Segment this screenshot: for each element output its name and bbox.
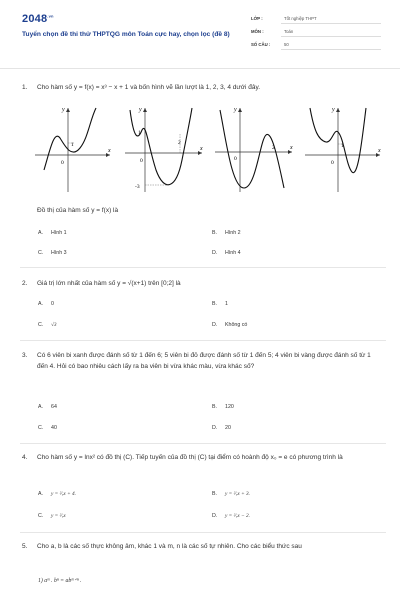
option-text: 40 [51, 425, 57, 431]
meta-key: LỚP : [251, 16, 263, 21]
q1-option-c[interactable]: C. Hình 3 [38, 250, 67, 256]
graph-3 [215, 107, 293, 192]
option-text: 20 [225, 425, 231, 431]
option-text: y = ²⁄ₑx − 2. [225, 513, 250, 519]
tick-label: 0 [61, 160, 64, 166]
axis-label: x [378, 148, 381, 154]
question-divider [20, 267, 386, 268]
question-number: 3. [22, 352, 28, 359]
tick-label: -3 [135, 184, 140, 190]
q1-graphs [30, 100, 380, 195]
option-text: Hình 2 [225, 230, 241, 236]
question-text: Cho a, b là các số thực không âm, khác 1 và m, n là các số tự nhiên. Cho các biểu thức sau [37, 543, 302, 550]
option-text: Hình 1 [51, 230, 67, 236]
question-divider [20, 340, 386, 341]
meta-key: SỐ CÂU : [251, 42, 271, 47]
question-number: 5. [22, 543, 28, 550]
meta-value: 50 [284, 42, 289, 47]
meta-subject [251, 27, 381, 37]
q1-option-d[interactable]: D. Hình 4 [212, 250, 241, 256]
option-text: √3 [51, 322, 57, 328]
q3-option-a[interactable]: A. 64 [38, 404, 57, 410]
meta-class [251, 14, 381, 24]
axis-label: x [200, 146, 203, 152]
question-number: 2. [22, 280, 28, 287]
option-text: Không có [225, 322, 248, 328]
option-text: y = ²⁄ₑx + 3. [225, 491, 250, 497]
option-text: 120 [225, 404, 234, 410]
option-text: Hình 3 [51, 250, 67, 256]
tick-label: 1 [341, 143, 344, 149]
q1-option-a[interactable]: A. Hình 1 [38, 230, 67, 236]
meta-underline [281, 49, 381, 50]
question-number: 1. [22, 84, 28, 91]
statement-text: 1) aᵐ . bⁿ = abᵐ⁺ⁿ . [38, 578, 82, 584]
meta-underline [281, 23, 381, 24]
graph-2 [125, 107, 203, 192]
option-text: Hình 4 [225, 250, 241, 256]
option-text: 64 [51, 404, 57, 410]
tick-label: 1 [71, 142, 74, 148]
axis-label: x [290, 145, 293, 151]
q5-statement-1 [38, 577, 81, 585]
meta-value: Toán [284, 29, 294, 34]
tick-label: 1 [138, 130, 141, 136]
q2-option-c[interactable]: C. √3 [38, 322, 57, 328]
axis-label: y [139, 107, 142, 113]
graph-4 [305, 107, 381, 192]
q1-option-b[interactable]: B. Hình 2 [212, 230, 241, 236]
meta-underline [281, 36, 381, 37]
question-divider [20, 443, 386, 444]
tick-label: 0 [234, 156, 237, 162]
question-number: 4. [22, 454, 28, 461]
q3-option-d[interactable]: D. 20 [212, 425, 231, 431]
q4-option-c[interactable]: C. y = ²⁄ₑx [38, 513, 66, 519]
logo-suffix: .vn [47, 13, 54, 19]
document-title: Tuyển chọn đề thi thử THPTQG môn Toán cực hay, chọn lọc (đề 8) [22, 31, 230, 38]
tick-label: 0 [331, 160, 334, 166]
question-divider [20, 532, 386, 533]
axis-label: y [234, 107, 237, 113]
q2-option-b[interactable]: B. 1 [212, 301, 228, 307]
axis-label: y [62, 107, 65, 113]
meta-question-count [251, 40, 381, 50]
logo-text: 2048 [22, 13, 48, 25]
axis-label: x [108, 148, 111, 154]
q4-option-a[interactable]: A. y = ²⁄ₑx + 4. [38, 491, 76, 497]
question-text: Cho hàm số y = lnx² có đồ thị (C). Tiếp tuyến của đồ thị (C) tại điểm có hoành độ x₀ = e có phương trình là [37, 454, 343, 461]
meta-key: MÔN : [251, 29, 264, 34]
option-text: 1 [225, 301, 228, 307]
q3-option-c[interactable]: C. 40 [38, 425, 57, 431]
q4-option-b[interactable]: B. y = ²⁄ₑx + 3. [212, 491, 250, 497]
site-logo[interactable] [22, 13, 54, 25]
q3-option-b[interactable]: B. 120 [212, 404, 234, 410]
q2-option-a[interactable]: A. 0 [38, 301, 54, 307]
graph-1 [35, 107, 111, 192]
q4-option-d[interactable]: D. y = ²⁄ₑx − 2. [212, 513, 250, 519]
option-text: y = ²⁄ₑx + 4. [51, 491, 76, 497]
header-divider [0, 68, 400, 69]
question-prompt: Đồ thị của hàm số y = f(x) là [37, 207, 119, 214]
question-text: Có 6 viên bi xanh được đánh số từ 1 đến 6; 5 viên bi đỏ được đánh số từ 1 đến 5; 4 viên bi vàng được đánh số từ 1 đến 4. Hỏi có bao nhiêu cách lấy ra ba viên bi vừa khác màu, vừa khác số? [37, 352, 371, 370]
option-text: y = ²⁄ₑx [51, 513, 66, 519]
q2-option-d[interactable]: D. Không có [212, 322, 248, 328]
tick-label: 2 [178, 140, 181, 146]
meta-value: Tốt nghiệp THPT [284, 16, 317, 21]
option-text: 0 [51, 301, 54, 307]
tick-label: 0 [140, 158, 143, 164]
question-text: Giá trị lớn nhất của hàm số y = √(x+1) trên [0;2] là [37, 280, 181, 287]
tick-label: 2 [272, 145, 275, 151]
question-text: Cho hàm số y = f(x) = x³ − x + 1 và bốn hình vẽ lần lượt là 1, 2, 3, 4 dưới đây. [37, 84, 261, 91]
axis-label: y [332, 107, 335, 113]
document-header [0, 0, 400, 72]
